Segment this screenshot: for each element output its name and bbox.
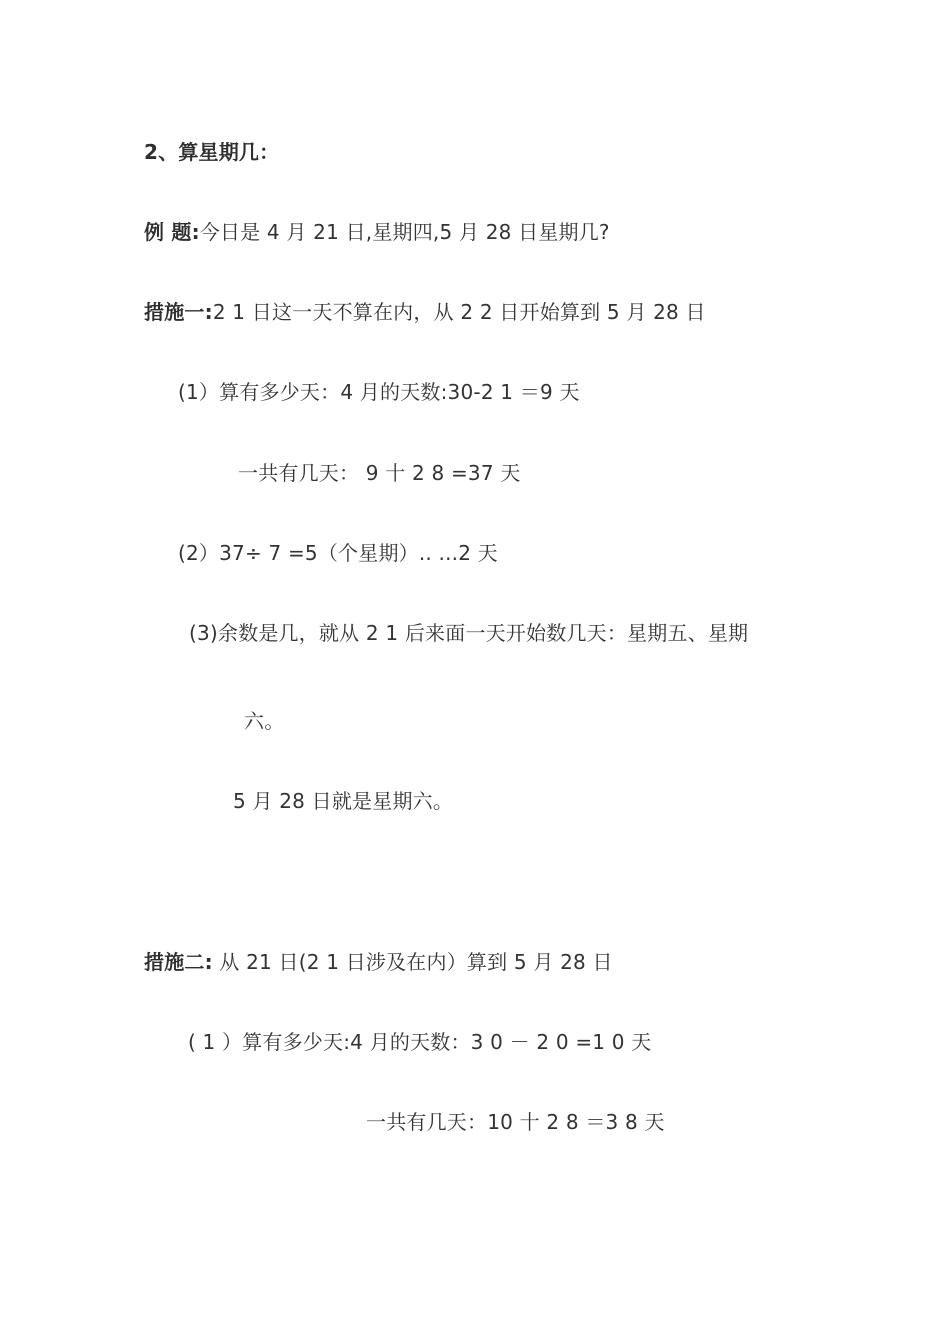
method1-step2: (2）37÷ 7 =5（个星期）.. ...2 天 bbox=[178, 541, 498, 565]
method2-label: 措施二: bbox=[144, 950, 213, 974]
method1-step1-total: 一共有几天： 9 十 2 8 =37 天 bbox=[238, 461, 521, 485]
method1-label: 措施一: bbox=[144, 300, 213, 324]
method1-conclusion: 5 月 28 日就是星期六。 bbox=[233, 789, 454, 813]
method1-line bbox=[144, 300, 706, 324]
method1-step3-line1: (3)余数是几，就从 2 1 后来面一天开始数几天：星期五、星期 bbox=[189, 621, 749, 645]
method2-step1-total: 一共有几天：10 十 2 8 ＝3 8 天 bbox=[366, 1110, 665, 1134]
method1-step1: (1）算有多少天：4 月的天数:30-2 1 ＝9 天 bbox=[178, 380, 580, 404]
method2-text: 从 21 日(2 1 日涉及在内）算到 5 月 28 日 bbox=[212, 950, 613, 974]
section-title: 2、算星期几： bbox=[144, 140, 280, 164]
example-line bbox=[144, 220, 610, 244]
method1-step3-line2: 六。 bbox=[244, 709, 285, 733]
method2-line bbox=[144, 950, 613, 974]
example-text: 今日是 4 月 21 日,星期四,5 月 28 日星期几? bbox=[199, 220, 610, 244]
method2-step1: ( 1 ）算有多少天:4 月的天数：3 0 － 2 0 =1 0 天 bbox=[188, 1030, 652, 1054]
example-label: 例 题: bbox=[144, 220, 200, 244]
method1-text: 2 1 日这一天不算在内，从 2 2 日开始算到 5 月 28 日 bbox=[212, 300, 706, 324]
